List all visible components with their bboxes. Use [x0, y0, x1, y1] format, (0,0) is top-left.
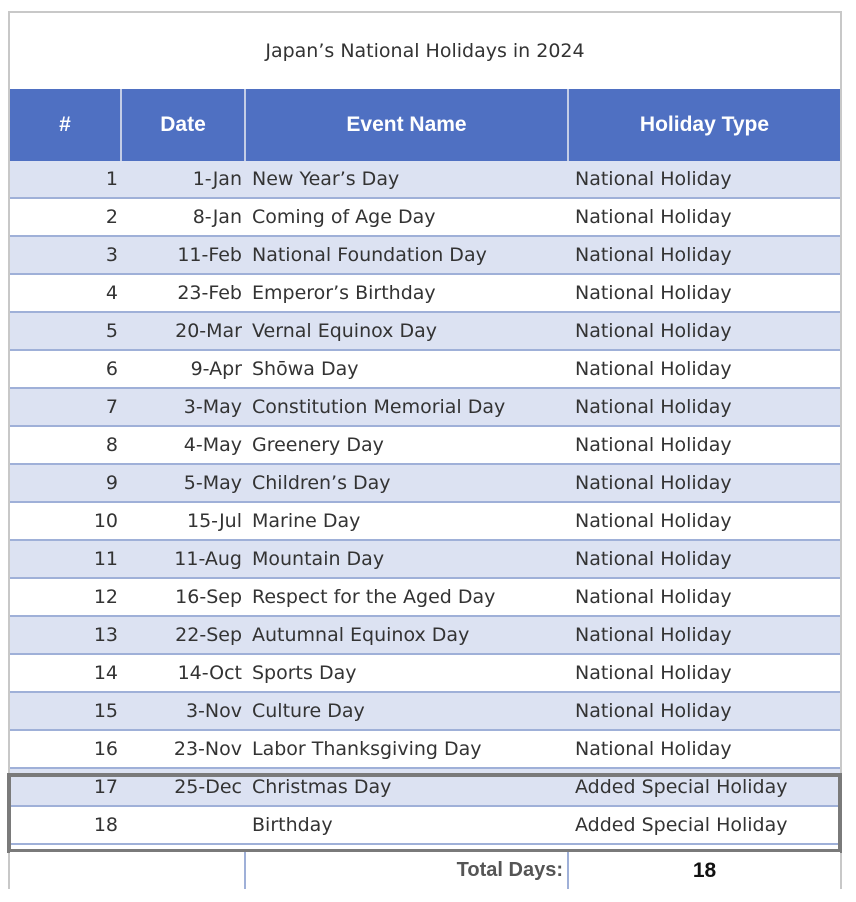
cell-holiday-type[interactable]: Added Special Holiday — [575, 814, 788, 836]
cell-num[interactable]: 13 — [93, 624, 118, 646]
cell-num[interactable]: 18 — [93, 814, 118, 836]
table-row — [10, 731, 840, 769]
cell-event-name[interactable]: National Foundation Day — [252, 244, 487, 266]
cell-event-name[interactable]: Sports Day — [252, 662, 357, 684]
cell-holiday-type[interactable]: National Holiday — [575, 206, 732, 228]
cell-event-name[interactable]: Birthday — [252, 814, 333, 836]
table-row — [10, 199, 840, 237]
table-row — [10, 465, 840, 503]
cell-holiday-type[interactable]: National Holiday — [575, 396, 732, 418]
table-row — [10, 693, 840, 731]
cell-holiday-type[interactable]: National Holiday — [575, 700, 732, 722]
cell-num[interactable]: 16 — [93, 738, 118, 760]
cell-num[interactable]: 15 — [93, 700, 118, 722]
cell-holiday-type[interactable]: National Holiday — [575, 320, 732, 342]
cell-holiday-type[interactable]: Added Special Holiday — [575, 776, 788, 798]
cell-date[interactable]: 1-Jan — [192, 168, 242, 190]
cell-event-name[interactable]: Labor Thanksgiving Day — [252, 738, 482, 760]
cell-event-name[interactable]: Mountain Day — [252, 548, 385, 570]
cell-num[interactable]: 7 — [105, 396, 118, 418]
cell-holiday-type[interactable]: National Holiday — [575, 548, 732, 570]
cell-date[interactable]: 22-Sep — [175, 624, 242, 646]
table-row — [10, 769, 840, 807]
cell-event-name[interactable]: Coming of Age Day — [252, 206, 436, 228]
cell-event-name[interactable]: Greenery Day — [252, 434, 384, 456]
header-holiday-type[interactable]: Holiday Type — [569, 89, 840, 161]
cell-holiday-type[interactable]: National Holiday — [575, 624, 732, 646]
cell-date[interactable]: 23-Nov — [173, 738, 242, 760]
table-row — [10, 503, 840, 541]
cell-holiday-type[interactable]: National Holiday — [575, 662, 732, 684]
table-row — [10, 807, 840, 845]
cell-event-name[interactable]: Constitution Memorial Day — [252, 396, 506, 418]
table-row — [10, 655, 840, 693]
cell-date[interactable]: 9-Apr — [190, 358, 242, 380]
cell-date[interactable]: 20-Mar — [175, 320, 242, 342]
cell-date[interactable]: 15-Jul — [186, 510, 242, 532]
header-date[interactable]: Date — [122, 89, 246, 161]
cell-event-name[interactable]: Respect for the Aged Day — [252, 586, 496, 608]
cell-date[interactable]: 3-Nov — [185, 700, 242, 722]
total-value[interactable]: 18 — [692, 858, 717, 882]
cell-event-name[interactable]: New Year’s Day — [252, 168, 400, 190]
cell-date[interactable]: 23-Feb — [177, 282, 242, 304]
cell-holiday-type[interactable]: National Holiday — [575, 358, 732, 380]
total-label[interactable]: Total Days: — [246, 852, 569, 889]
cell-holiday-type[interactable]: National Holiday — [575, 282, 732, 304]
table-row — [10, 389, 840, 427]
cell-date[interactable]: 5-May — [183, 472, 242, 494]
cell-num[interactable]: 6 — [105, 358, 118, 380]
cell-date[interactable]: 11-Aug — [174, 548, 242, 570]
cell-event-name[interactable]: Shōwa Day — [252, 358, 359, 380]
cell-event-name[interactable]: Culture Day — [252, 700, 365, 722]
cell-num[interactable]: 8 — [105, 434, 118, 456]
cell-num[interactable]: 10 — [93, 510, 118, 532]
cell-num[interactable]: 17 — [93, 776, 118, 798]
cell-date[interactable]: 14-Oct — [177, 662, 242, 684]
cell-date[interactable]: 25-Dec — [174, 776, 242, 798]
sheet-title: Japan’s National Holidays in 2024 — [10, 13, 840, 89]
total-empty-cell[interactable] — [10, 852, 246, 889]
header-event-name[interactable]: Event Name — [246, 89, 569, 161]
cell-holiday-type[interactable]: National Holiday — [575, 434, 732, 456]
table-row — [10, 427, 840, 465]
cell-holiday-type[interactable]: National Holiday — [575, 738, 732, 760]
cell-holiday-type[interactable]: National Holiday — [575, 510, 732, 532]
table-row — [10, 541, 840, 579]
cell-num[interactable]: 12 — [93, 586, 118, 608]
holiday-sheet — [8, 11, 842, 889]
cell-date[interactable]: 4-May — [183, 434, 242, 456]
cell-num[interactable]: 3 — [105, 244, 118, 266]
total-row — [10, 852, 840, 889]
cell-num[interactable]: 1 — [105, 168, 118, 190]
cell-date[interactable]: 11-Feb — [177, 244, 242, 266]
cell-date[interactable]: 3-May — [183, 396, 242, 418]
cell-date[interactable]: 16-Sep — [175, 586, 242, 608]
cell-event-name[interactable]: Children’s Day — [252, 472, 391, 494]
cell-date[interactable] — [122, 807, 246, 843]
cell-num[interactable]: 11 — [93, 548, 118, 570]
cell-num[interactable]: 4 — [105, 282, 118, 304]
table-row — [10, 351, 840, 389]
cell-event-name[interactable]: Autumnal Equinox Day — [252, 624, 470, 646]
table-row — [10, 237, 840, 275]
cell-event-name[interactable]: Christmas Day — [252, 776, 392, 798]
header-num[interactable]: # — [10, 89, 122, 161]
cell-holiday-type[interactable]: National Holiday — [575, 244, 732, 266]
cell-event-name[interactable]: Emperor’s Birthday — [252, 282, 436, 304]
cell-holiday-type[interactable]: National Holiday — [575, 168, 732, 190]
cell-holiday-type[interactable]: National Holiday — [575, 586, 732, 608]
table-row — [10, 579, 840, 617]
cell-event-name[interactable]: Marine Day — [252, 510, 361, 532]
cell-num[interactable]: 14 — [93, 662, 118, 684]
cell-event-name[interactable]: Vernal Equinox Day — [252, 320, 437, 342]
table-row — [10, 161, 840, 199]
table-row — [10, 275, 840, 313]
cell-num[interactable]: 5 — [105, 320, 118, 342]
table-row — [10, 313, 840, 351]
cell-holiday-type[interactable]: National Holiday — [575, 472, 732, 494]
cell-num[interactable]: 2 — [105, 206, 118, 228]
table-row — [10, 617, 840, 655]
cell-num[interactable]: 9 — [105, 472, 118, 494]
cell-date[interactable]: 8-Jan — [192, 206, 242, 228]
